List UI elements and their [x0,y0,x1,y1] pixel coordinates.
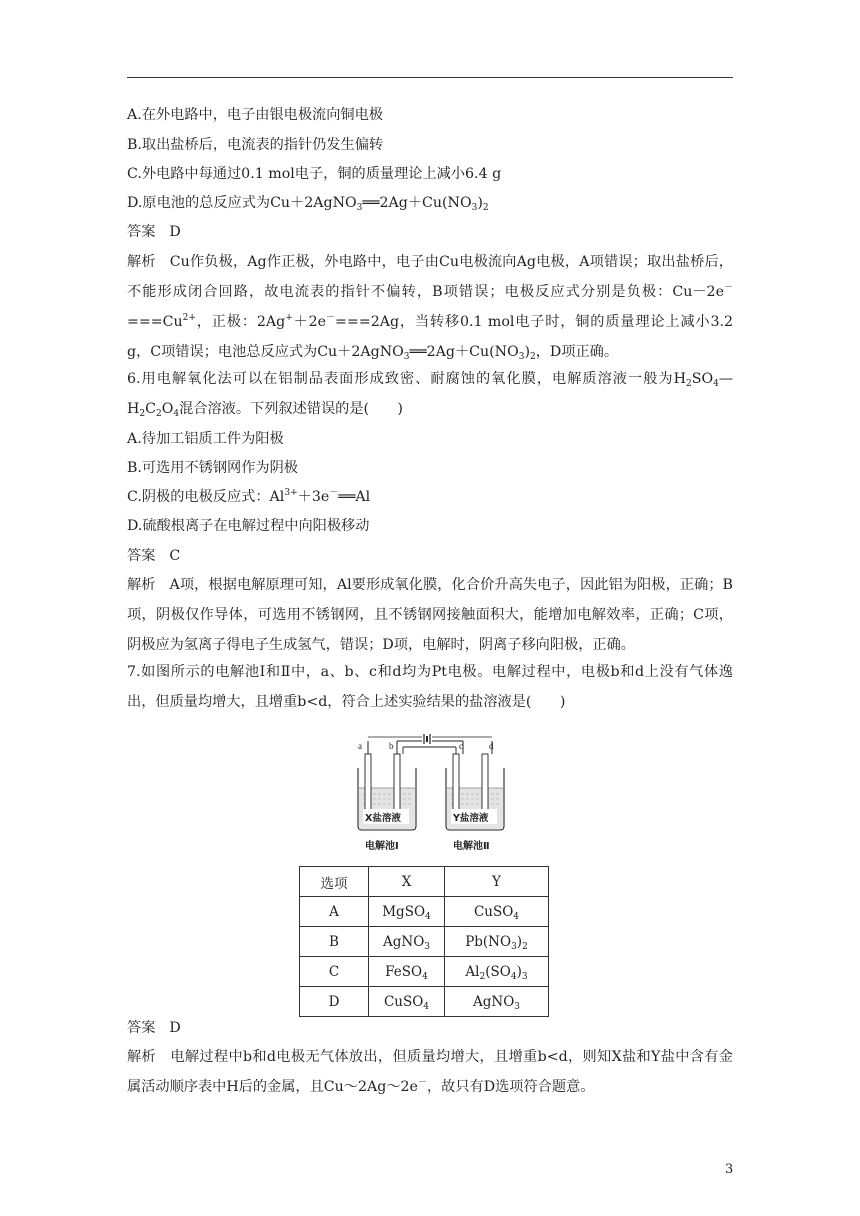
beaker-1 [358,754,416,830]
table-cell-y: $Al_2(SO_4)_3$ [445,957,549,987]
table-cell-x: AgNO$_3$ [369,927,445,957]
electrode-label-a: a [358,741,362,751]
q5-option-b: B.取出盐桥后，电流表的指针仍发生偏转 [127,137,384,153]
table-header-row [300,867,549,897]
q5-explanation: 解析 Cu作负极，Ag作正极，外电路中，电子由Cu电极流向Ag电极，A项错误；取出盐桥后，不能形成闭合回路，故电流表的指针不偏转，B项错误；电极反应式分别是负极：$Cu-2e^-===Cu^{2+}$，正极：2Ag+＋2e－===2Ag，当转移0.1 mol电子时，铜的质量理论上减小3.2 g，C项错误；电池总反应式为$Cu+2AgNO_3══2Ag+Cu(NO_3)_2$，D项正确。 [127,254,734,362]
q7-answer: 答案 D [127,1020,181,1036]
table-header-cell: 选项 [300,867,369,897]
solution-y-label: Y盐溶液 [453,813,489,824]
header-rule [127,77,733,78]
table-cell-option: D [300,987,369,1017]
table-cell-x: CuSO$_4$ [369,987,445,1017]
table-cell-y: $Pb(NO_3)_2$ [445,927,549,957]
cell-1-caption: 电解池Ⅰ [365,841,399,852]
cell-2-caption: 电解池Ⅱ [453,841,490,852]
q6-option-c: C.阴极的电极反应式：$Al^{3+}+3e^-══Al$ [127,488,371,505]
table-header-cell: X [369,867,445,897]
q6-option-a: A.待加工铝质工件为阳极 [127,431,284,447]
q5-option-a: A.在外电路中，电子由银电极流向铜电极 [127,107,383,123]
q6-option-b: B.可选用不锈钢网作为阴极 [127,460,298,476]
table-row [300,927,549,957]
q6-explanation: 解析 A项，根据电解原理可知，Al要形成氧化膜，化合价升高失电子，因此铝为阳极，正确；B项，阴极仅作导体，可选用不锈钢网，且不锈钢网接触面积大，能增加电解效率，正确；C项，阴极应为氢离子得电子生成氢气，错误；D项，电解时，阴离子移向阳极，正确。 [127,577,733,653]
options-table [299,866,549,1017]
beaker-2 [446,754,504,830]
table-cell-y: CuSO$_4$ [445,897,549,927]
table-row [300,957,549,987]
table-row [300,897,549,927]
electrode-label-d: d [489,741,494,751]
electrolysis-diagram [355,732,515,856]
q7-stem: 7.如图所示的电解池Ⅰ和Ⅱ中，a、b、c和d均为Pt电极。电解过程中，电极b和d上没有气体逸出，但质量均增大，且增重b<d，符合上述实验结果的盐溶液是( ) [127,664,733,710]
solution-x-label: X盐溶液 [365,813,401,824]
page-number: 3 [725,1162,734,1177]
electrode-label-c: c [459,741,463,751]
table-header-cell: Y [445,867,549,897]
table-cell-option: B [300,927,369,957]
q6-answer: 答案 C [127,548,181,564]
q6-option-d: D.硫酸根离子在电解过程中向阳极移动 [127,518,370,534]
q7-explanation: 解析 电解过程中b和d电极无气体放出，但质量均增大，且增重b<d，则知X盐和Y盐中含有金属活动顺序表中H后的金属，且Cu～2Ag～2e－，故只有D选项符合题意。 [127,1049,733,1095]
electrode-label-b: b [389,741,394,751]
table-cell-y: AgNO$_3$ [445,987,549,1017]
table-cell-option: C [300,957,369,987]
table-row [300,987,549,1017]
q6-stem: 6.用电解氧化法可以在铝制品表面形成致密、耐腐蚀的氧化膜，电解质溶液一般为$H_2SO_4—H_2C_2O_4$混合溶液。下列叙述错误的是( ) [127,371,733,419]
battery-icon [424,734,430,744]
q5-option-d: D.原电池的总反应式为$Cu+2AgNO_3══2Ag+Cu(NO_3)_2$ [127,195,489,213]
q5-option-c: C.外电路中每通过0.1 mol电子，铜的质量理论上减小6.4 g [127,166,502,182]
q5-answer: 答案 D [127,224,181,240]
table-cell-x: MgSO$_4$ [369,897,445,927]
table-cell-option: A [300,897,369,927]
table-cell-x: FeSO$_4$ [369,957,445,987]
